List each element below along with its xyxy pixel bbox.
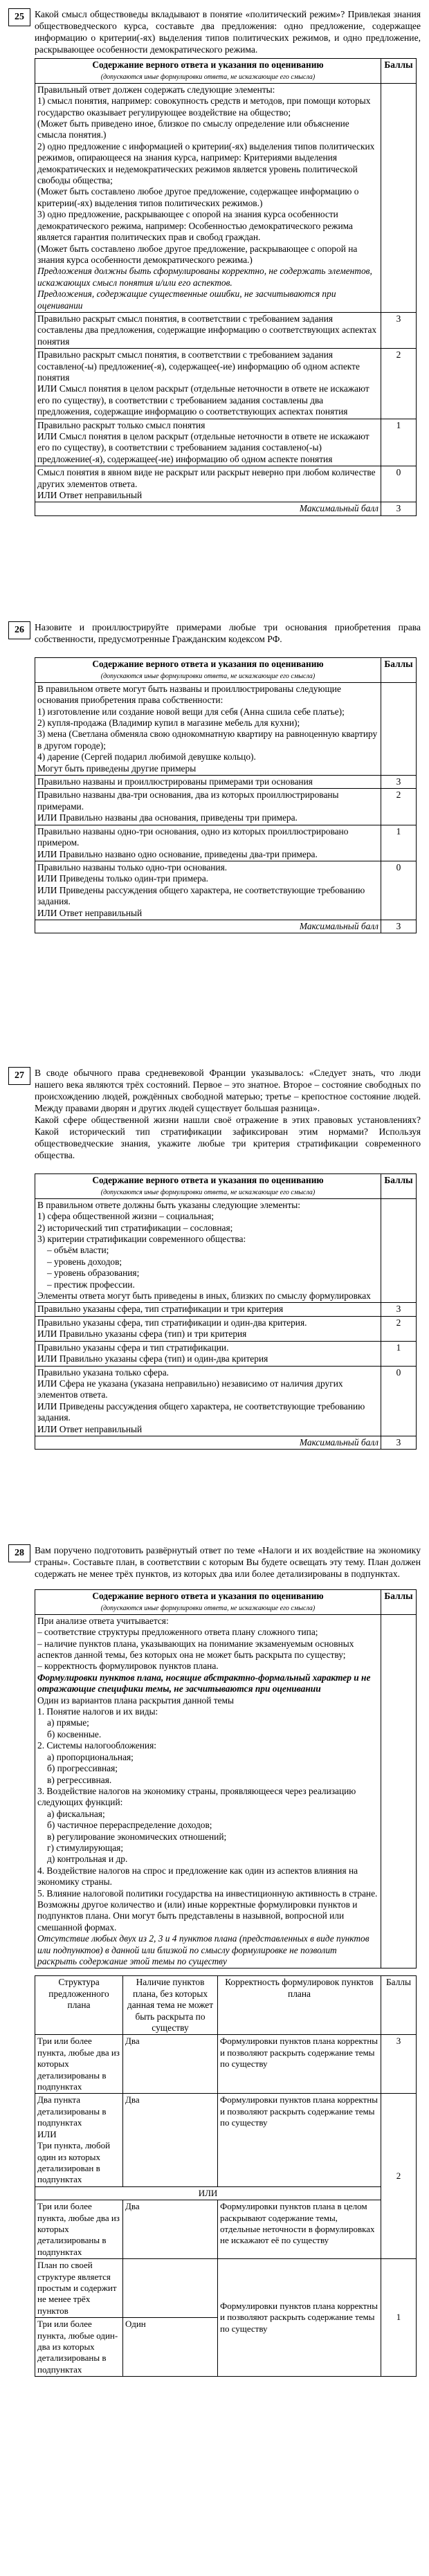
table-row: Три или более пункта, любые один-два из которых детализированы в подпунктах Один bbox=[35, 2318, 417, 2377]
question-number: 26 bbox=[8, 621, 30, 639]
score-header: Баллы bbox=[381, 1174, 417, 1199]
plan-grid: Структура предложенного плана Наличие пунктов плана, без которых данная тема не может быть раскрыта по существу Корректность формулировок пунктов плана Баллы Три или более пункта, любые два из которых детализированы в подпунктах Два Формулировки пунктов плана корректны и позволяют раскрыть содержание темы по существу 3 Два пункта детализированы в подпунктах ИЛИ Три пункта, любой один из которых детализирован в подпунктах Два Формулировки пунктов плана корректны и позволяют раскрыть содержание темы по существу 2 ИЛИ Три или более пункта, любые два из которых детализированы в подпунктах Два Формулировки пунктов плана в целом раскрывают содержание темы, отдельные неточности в формулировках не искажают её по существу План по своей структуре является простым и содержит не менее трёх пунктов Формулировки пунктов плана корректны и позволяют раскрыть содержание темы по существу 1 Три или более пункта, любые один-два из которых детализированы в подпунктах Один bbox=[35, 1975, 417, 2377]
question-text: Назовите и проиллюстрируйте примерами любые три основания приобретения права собственности, предусмотренные Гражданским кодексом РФ. bbox=[35, 622, 421, 644]
max-score-row: Максимальный балл 3 bbox=[35, 920, 417, 933]
table-row: Правильно раскрыт только смысл понятия ИЛИ Смысл понятия в целом раскрыт (отдельные неточности в ответе не искажают его по существу), в соответствии с требованием задания составлено(-ы) предложение(-я), содержащее(-ие) информацию об одном аспекте понятия 1 bbox=[35, 419, 417, 466]
or-row: ИЛИ bbox=[35, 2186, 417, 2200]
table-header: Содержание верного ответа и указания по оцениванию (допускаются иные формулировки ответа, не искажающие его смысла) bbox=[35, 1174, 381, 1199]
table-row: Три или более пункта, любые два из которых детализированы в подпунктах Два Формулировки пунктов плана корректны и позволяют раскрыть содержание темы по существу 3 bbox=[35, 2035, 417, 2094]
max-score-row: Максимальный балл 3 bbox=[35, 502, 417, 515]
question-number: 25 bbox=[8, 8, 30, 26]
scoring-table bbox=[35, 657, 417, 933]
answer-content: В правильном ответе могут быть названы и проиллюстрированы следующие основания приобретения права собственности: 1) изготовление или создание новой вещи для себя (Анна сшила себе платье); 2) купля-продажа (Владимир купил в магазине мебель для кухни); 3) мена (Светлана обменяла свою однокомнатную квартиру на равноценную квартиру в другом городе); 4) дарение (Сергей подарил любимой девушке кольцо). Могут быть приведены другие примеры bbox=[35, 682, 381, 775]
table-row: Правильно раскрыт смысл понятия, в соответствии с требованием задания составлено(-ы) предложение(-я), содержащее(-ие) информацию об одном аспекте понятия ИЛИ Смысл понятия в целом раскрыт (отдельные неточности в ответе не искажают его по существу), в соответствии с требованием задания составлены два предложения, содержащие информацию о соответствующих аспектах понятия 2 bbox=[35, 349, 417, 419]
table-row: Правильно указаны сфера, тип стратификации и три критерия 3 bbox=[35, 1303, 417, 1316]
answer-content: Правильный ответ должен содержать следующие элементы: 1) смысл понятия, например: совокупность средств и методов, при помощи которых государство оказывает регулирующее воздействие на общество; (Может быть приведено иное, близкое по смыслу определение или объяснение смысла понятия.) 2) одно предложение с информацией о критерии(-ях) выделения типов политических режимов, опирающееся на знания курса, например: Критериями выделения демократических и недемократических режимов является уровень политической свободы общества; (Может быть составлено любое другое предложение, содержащее информацию о критерии(-ях) выделения типов политических режимов.) 3) одно предложение, раскрывающее с опорой на знания курса особенности демократического режима, например: Особенностью демократического режима является гарантия политических прав и свобод граждан. (Может быть составлено любое другое предложение, раскрывающее с опорой на знания курса особенности демократического режима.) Предложения должны быть сформулированы корректно, не содержать элементов, искажающих смысл понятия и/или его аспектов. Предложения, содержащие существенные ошибки, не засчитываются при оценивании bbox=[35, 83, 381, 312]
table-row: Правильно названы только одно-три основания. ИЛИ Приведены только один-три примера. ИЛИ Приведены рассуждения общего характера, не соответствующие требованию задания. ИЛИ Ответ неправильный 0 bbox=[35, 861, 417, 920]
table-header: Содержание верного ответа и указания по оцениванию (допускаются иные формулировки ответа, не искажающие его смысла) bbox=[35, 59, 381, 84]
question-text: Вам поручено подготовить развёрнутый ответ по теме «Налоги и их воздействие на экономику страны». Составьте план, в соответствии с которым Вы будете освещать эту тему. План должен содержать не менее трёх пунктов, из которых два или более детализированы в подпунктах. bbox=[35, 1545, 421, 1579]
table-row: Правильно названы два-три основания, два из которых проиллюстрированы примерами. ИЛИ Правильно названы два основания, приведены три примера. 2 bbox=[35, 789, 417, 825]
table-row: Правильно указаны сфера и тип стратификации. ИЛИ Правильно указаны сфера (тип) и один-два критерия 1 bbox=[35, 1341, 417, 1366]
answer-content: В правильном ответе должны быть указаны следующие элементы: 1) сфера общественной жизни – социальная; 2) исторический тип стратификации – сословная; 3) критерии стратификации современного общества: – объём власти; – уровень доходов; – уровень образования; – престиж профессии. Элементы ответа могут быть приведены в иных, близких по смыслу формулировках bbox=[35, 1198, 381, 1303]
question-number: 27 bbox=[8, 1067, 30, 1085]
table-row: Два пункта детализированы в подпунктах ИЛИ Три пункта, любой один из которых детализирован в подпунктах Два Формулировки пунктов плана корректны и позволяют раскрыть содержание темы по существу 2 bbox=[35, 2094, 417, 2186]
question-27 bbox=[8, 1067, 421, 1450]
scoring-table bbox=[35, 58, 417, 516]
scoring-table bbox=[35, 1589, 417, 1968]
max-score-row: Максимальный балл 3 bbox=[35, 1436, 417, 1449]
score-header: Баллы bbox=[381, 658, 417, 683]
question-text: Какой смысл обществоведы вкладывают в понятие «политический режим»? Привлекая знания обществоведческого курса, составьте два предложения: одно предложение, содержащее информацию о критерии(-ях) выделения типов политических режимов, и одно предложение, раскрывающее особенности демократического режима. bbox=[35, 9, 421, 55]
table-row: Три или более пункта, любые два из которых детализированы в подпунктах Два Формулировки пунктов плана в целом раскрывают содержание темы, отдельные неточности в формулировках не искажают её по существу bbox=[35, 2200, 417, 2259]
question-text: В своде обычного права средневековой Франции указывалось: «Следует знать, что люди нашего века являются трёх состояний. Первое – это знатное. Второе – состояние свободных по происхождению людей, рождённых свободной матерью; третье – крепостное состояние людей. Между правами дворян и других людей существует большая разница». Какой сфере общественной жизни нашли своё отражение в этих правовых установлениях? Какой исторический тип стратификации зафиксирован этим нормами? Используя обществоведческие знания, укажите любые три критерия стратификации современного общества. bbox=[35, 1068, 421, 1160]
table-header: Содержание верного ответа и указания по оцениванию (допускаются иные формулировки ответа, не искажающие его смысла) bbox=[35, 1590, 381, 1615]
table-row: Правильно указана только сфера. ИЛИ Сфера не указана (указана неправильно) независимо от наличия других элементов ответа. ИЛИ Приведены рассуждения общего характера, не соответствующие требованию задания. ИЛИ Ответ неправильный 0 bbox=[35, 1366, 417, 1436]
table-header: Содержание верного ответа и указания по оцениванию (допускаются иные формулировки ответа, не искажающие его смысла) bbox=[35, 658, 381, 683]
scoring-table bbox=[35, 1173, 417, 1450]
question-number: 28 bbox=[8, 1544, 30, 1562]
table-row: Правильно названы и проиллюстрированы примерами три основания 3 bbox=[35, 776, 417, 789]
table-row: Смысл понятия в явном виде не раскрыт или раскрыт неверно при любом количестве других элементов ответа. ИЛИ Ответ неправильный 0 bbox=[35, 466, 417, 502]
question-28 bbox=[8, 1544, 421, 2377]
question-25 bbox=[8, 8, 421, 516]
table-row: Правильно названы одно-три основания, одно из которых проиллюстрировано примером. ИЛИ Правильно названо одно основание, приведены два-три примера. 1 bbox=[35, 825, 417, 861]
score-header: Баллы bbox=[381, 59, 417, 84]
answer-content: При анализе ответа учитывается: – соответствие структуры предложенного ответа плану сложного типа; – наличие пунктов плана, указывающих на понимание экзаменуемым основных аспектов данной темы, без которых она не может быть раскрыта по существу; – корректность формулировок пунктов плана. Формулировки пунктов плана, носящие абстрактно-формальный характер и не отражающие специфики темы, не засчитываются при оценивании Один из вариантов плана раскрытия данной темы 1. Понятие налогов и их виды: а) прямые; б) косвенные. 2. Системы налогообложения: а) пропорциональная; б) прогрессивная; в) регрессивная. 3. Воздействие налогов на экономику страны, проявляющееся через реализацию следующих функций: а) фискальная; б) частичное перераспределение доходов; в) регулирование экономических отношений; г) стимулирующая; д) контрольная и др. 4. Воздействие налогов на спрос и предложение как один из аспектов влияния на экономику страны. 5. Влияние налоговой политики государства на инвестиционную активность в стране. Возможны другое количество и (или) иные корректные формулировки пунктов и подпунктов плана. Они могут быть представлены в назывной, вопросной или смешанной формах. Отсутствие любых двух из 2, 3 и 4 пунктов плана (представленных в виде пунктов или подпунктов) в данной или близкой по смыслу формулировке не позволит раскрыть содержание этой темы по существу bbox=[35, 1614, 381, 1968]
table-row: План по своей структуре является простым и содержит не менее трёх пунктов Формулировки пунктов плана корректны и позволяют раскрыть содержание темы по существу 1 bbox=[35, 2259, 417, 2318]
score-header: Баллы bbox=[381, 1590, 417, 1615]
table-row: Правильно указаны сфера, тип стратификации и один-два критерия. ИЛИ Правильно указаны сфера (тип) и три критерия 2 bbox=[35, 1316, 417, 1341]
table-row: Правильно раскрыт смысл понятия, в соответствии с требованием задания составлены два предложения, содержащие информацию о соответствующих аспектах понятия 3 bbox=[35, 312, 417, 348]
question-26 bbox=[8, 621, 421, 933]
